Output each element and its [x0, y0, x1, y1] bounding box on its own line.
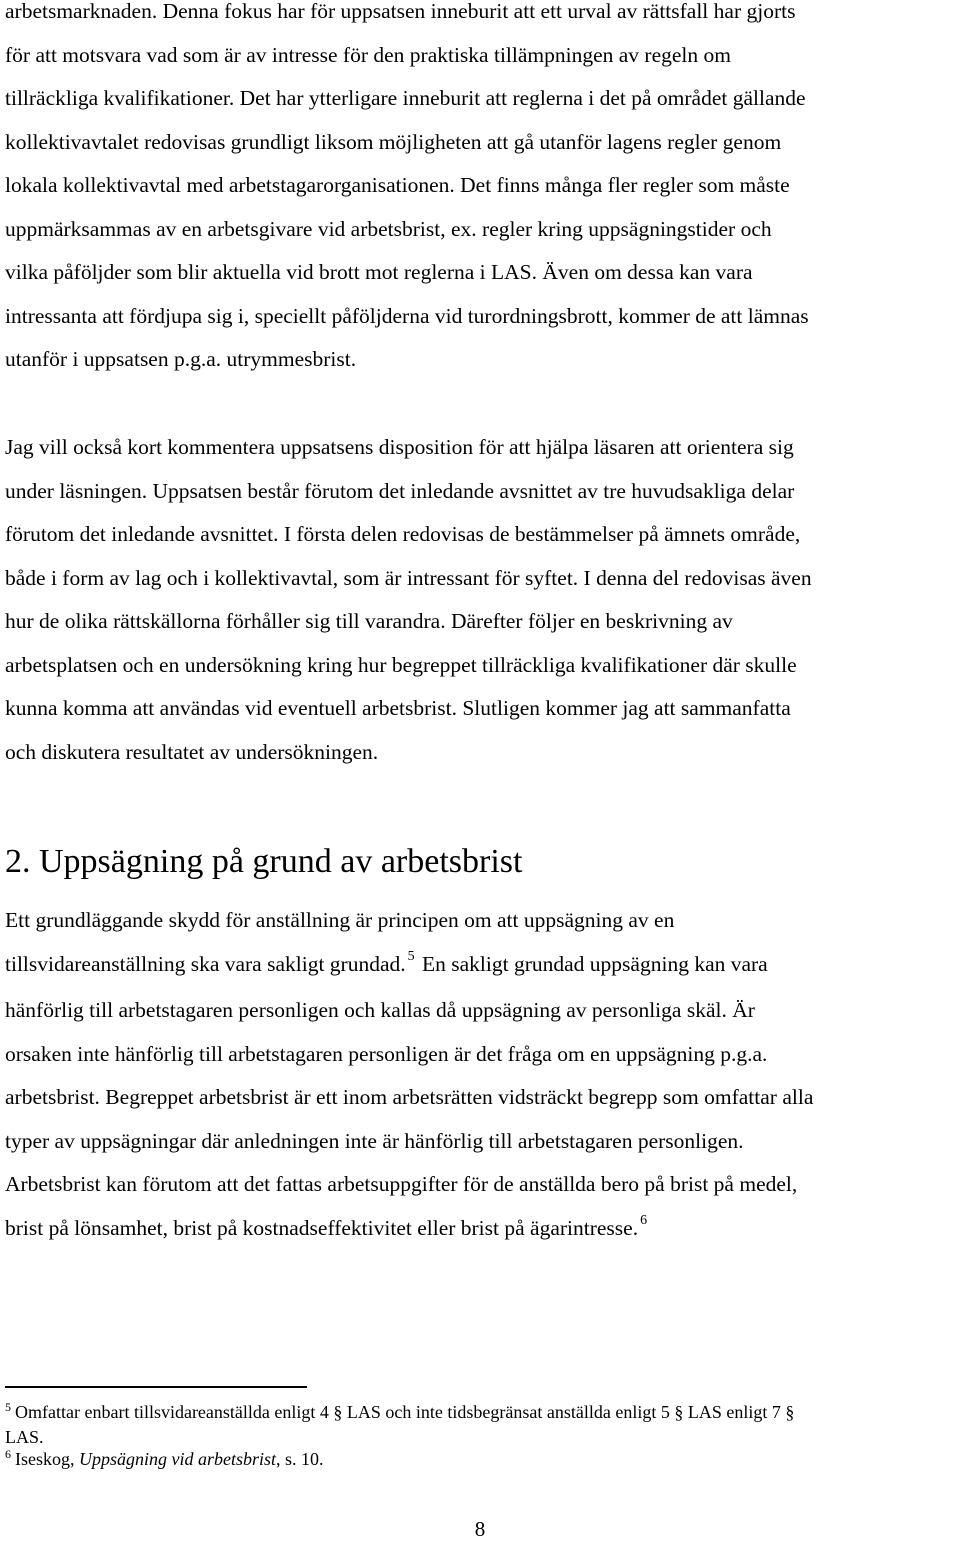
- footnote-number: 6: [5, 1447, 11, 1461]
- paragraph-scope: [5, 0, 960, 382]
- text-line: orsaken inte hänförlig till arbetstagaren personligen är det fråga om en uppsägning p.g.a.: [5, 1041, 768, 1066]
- text-line: [5, 1207, 960, 1254]
- paragraph-disposition: [5, 426, 960, 774]
- text-line: förutom det inledande avsnittet. I första delen redovisas de bestämmelser på ämnets område,: [5, 522, 801, 546]
- text-line: Arbetsbrist kan förutom att det fattas arbetsuppgifter för de anställda bero på brist på medel,: [5, 1172, 798, 1196]
- text-line: kunna komma att användas vid eventuell arbetsbrist. Slutligen kommer jag att sammanfatta: [5, 696, 791, 720]
- footnote-author: Iseskog,: [15, 1449, 75, 1469]
- footnote-number: 5: [5, 1400, 11, 1414]
- text-fragment: tillsvidareanställning ska vara sakligt grundad.: [5, 951, 406, 976]
- text-line: hänförlig till arbetstagaren personligen och kallas då uppsägning av personliga skäl. Är: [5, 998, 755, 1022]
- footnote-line: [5, 1401, 955, 1426]
- text-line: och diskutera resultatet av undersökningen.: [5, 739, 379, 764]
- section-heading: 2. Uppsägning på grund av arbetsbrist: [5, 843, 523, 880]
- footnote-page: , s. 10.: [276, 1449, 324, 1469]
- text-line: under läsningen. Uppsatsen består förutom det inledande avsnittet av tre huvudsakliga delar: [5, 478, 795, 503]
- footnote-text: Omfattar enbart tillsvidareanställda enligt 4 § LAS och inte tidsbegränsat anställda enligt 5 § LAS enligt 7 §: [15, 1402, 795, 1422]
- footnote-6: [5, 1448, 955, 1473]
- page-number: 8: [474, 1517, 486, 1541]
- text-line: [5, 943, 960, 990]
- text-line: tillräckliga kvalifikationer. Det har ytterligare inneburit att reglerna i det på området gällande: [5, 86, 806, 110]
- footnote-separator: [5, 1386, 307, 1388]
- text-line: både i form av lag och i kollektivavtal, som är intressant för syftet. I denna del redovisas även: [5, 565, 812, 590]
- footnote-ref-5[interactable]: 5: [407, 948, 415, 964]
- text-fragment: brist på lönsamhet, brist på kostnadseffektivitet eller brist på ägarintresse.: [5, 1215, 639, 1240]
- text-line: typer av uppsägningar där anledningen inte är hänförlig till arbetstagaren personligen.: [5, 1128, 744, 1153]
- text-line: arbetsmarknaden. Denna fokus har för uppsatsen inneburit att ett urval av rättsfall har gjorts: [5, 0, 796, 23]
- footnote-ref-6[interactable]: 6: [640, 1212, 648, 1228]
- text-line: kollektivavtalet redovisas grundligt liksom möjligheten att gå utanför lagens regler genom: [5, 129, 782, 154]
- text-fragment: En sakligt grundad uppsägning kan vara: [422, 951, 768, 976]
- footnote-title: Uppsägning vid arbetsbrist: [79, 1449, 277, 1469]
- text-line: hur de olika rättskällorna förhåller sig till varandra. Därefter följer en beskrivning av: [5, 609, 733, 633]
- footnote-line: [5, 1448, 955, 1473]
- footnote-5: [5, 1401, 955, 1449]
- text-line: utanför i uppsatsen p.g.a. utrymmesbrist.: [5, 347, 357, 371]
- text-line: intressanta att fördjupa sig i, speciellt påföljderna vid turordningsbrott, kommer de att lämnas: [5, 303, 809, 328]
- text-line: arbetsplatsen och en undersökning kring hur begreppet tillräckliga kvalifikationer där skulle: [5, 652, 797, 677]
- footnote-line: LAS.: [5, 1427, 44, 1447]
- text-line: uppmärksammas av en arbetsgivare vid arbetsbrist, ex. regler kring uppsägningstider och: [5, 216, 772, 241]
- text-line: arbetsbrist. Begreppet arbetsbrist är ett inom arbetsrätten vidsträckt begrepp som omfattar alla: [5, 1085, 814, 1109]
- text-line: Ett grundläggande skydd för anställning är principen om att uppsägning av en: [5, 908, 675, 932]
- text-line: för att motsvara vad som är av intresse för den praktiska tillämpningen av regeln om: [5, 42, 732, 67]
- text-line: Jag vill också kort kommentera uppsatsens disposition för att hjälpa läsaren att orientera sig: [5, 435, 794, 459]
- text-line: lokala kollektivavtal med arbetstagarorganisationen. Det finns många fler regler som måste: [5, 173, 790, 197]
- paragraph-arbetsbrist: [5, 899, 960, 1253]
- text-line: vilka påföljder som blir aktuella vid brott mot reglerna i LAS. Även om dessa kan vara: [5, 260, 753, 284]
